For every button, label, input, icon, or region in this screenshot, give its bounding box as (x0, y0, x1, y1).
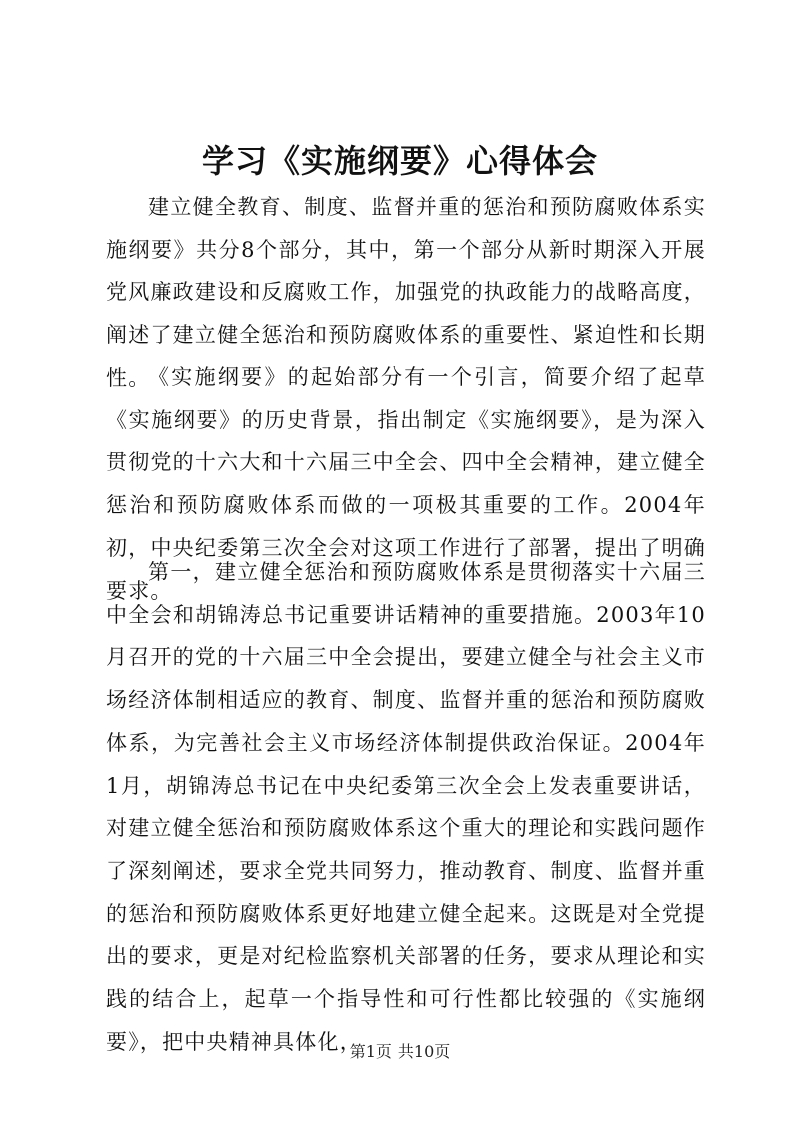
page-number: 第1页 (349, 1042, 392, 1061)
paragraph-3: 第一，建立健全惩治和预防腐败体系是贯彻落实十六届三中全会和胡锦涛总书记重要讲话精神的重要措施。2003年10月召开的党的十六届三中全会提出，要建立健全与社会主义市场经济体制相适应的教育、制度、监督并重的惩治和预防腐败体系，为完善社会主义市场经济体制提供政治保证。2004年1月，胡锦涛总书记在中央纪委第三次全会上发表重要讲话，对建立健全惩治和预防腐败体系这个重大的理论和实践问题作了深刻阐述，要求全党共同努力，推动教育、制度、监督并重的惩治和预防腐败体系更好地建立健全起来。这既是对全党提出的要求，更是对纪检监察机关部署的任务，要求从理论和实践的结合上，起草一个指导性和可行性都比较强的《实施纲要》，把中央精神具体化， (106, 560, 706, 1054)
paragraph-2: 《实施纲要》的起始部分有一个引言，简要介绍了起草《实施纲要》的历史背景，指出制定《实施纲要》，是为深入贯彻党的十六大和十六届三中全会、四中全会精神，建立健全惩治和预防腐败体系而做的一项极其重要的工作。2004年初，中央纪委第三次全会对这项工作进行了部署，提出了明确要求。 (106, 365, 706, 603)
paragraph-1: 建立健全教育、制度、监督并重的惩治和预防腐败体系实施纲要》共分8个部分，其中，第一个部分从新时期深入开展党风廉政建设和反腐败工作，加强党的执政能力的战略高度，阐述了建立健全惩治和预防腐败体系的重要性、紧迫性和长期性。 (106, 195, 706, 390)
paragraph-3-block (106, 551, 706, 1063)
document-title: 学习《实施纲要》心得体会 (201, 142, 598, 180)
page-total: 共10页 (397, 1042, 451, 1061)
page-footer (0, 1040, 800, 1064)
